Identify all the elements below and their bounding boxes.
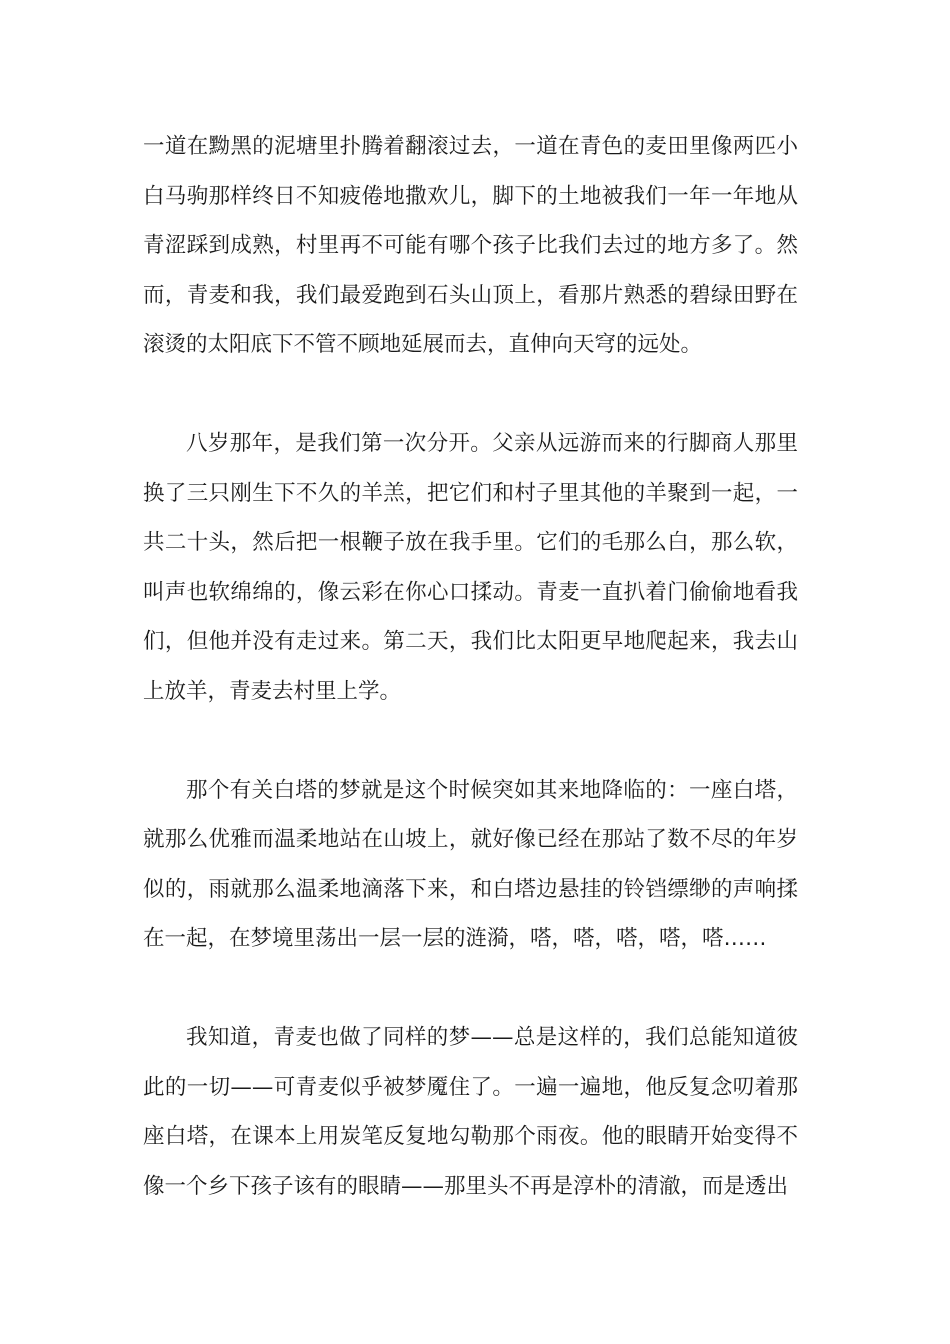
document-body (143, 122, 798, 1211)
paragraph-3: 那个有关白塔的梦就是这个时候突如其来地降临的：一座白塔，就那么优雅而温柔地站在山坡上，就好像已经在那站了数不尽的年岁似的，雨就那么温柔地滴落下来，和白塔边悬挂的铃铛缥缈的声响揉在一起，在梦境里荡出一层一层的涟漪，嗒，嗒，嗒，嗒，嗒…… (143, 777, 798, 951)
paragraph-1: 一道在黝黑的泥塘里扑腾着翻滚过去，一道在青色的麦田里像两匹小白马驹那样终日不知疲倦地撒欢儿，脚下的土地被我们一年一年地从青涩踩到成熟，村里再不可能有哪个孩子比我们去过的地方多了。然而，青麦和我，我们最爱跑到石头山顶上，看那片熟悉的碧绿田野在滚烫的太阳底下不管不顾地延展而去，直伸向天穹的远处。 (143, 134, 798, 357)
paragraph-spacer (143, 716, 798, 766)
paragraph-spacer (143, 964, 798, 1014)
paragraph-spacer (143, 370, 798, 420)
paragraph-2: 八岁那年，是我们第一次分开。父亲从远游而来的行脚商人那里换了三只刚生下不久的羊羔，把它们和村子里其他的羊聚到一起，一共二十头，然后把一根鞭子放在我手里。它们的毛那么白，那么软，叫声也软绵绵的，像云彩在你心口揉动。青麦一直扒着门偷偷地看我们，但他并没有走过来。第二天，我们比太阳更早地爬起来，我去山上放羊，青麦去村里上学。 (143, 431, 798, 704)
paragraph-4: 我知道，青麦也做了同样的梦——总是这样的，我们总能知道彼此的一切——可青麦似乎被梦魇住了。一遍一遍地，他反复念叨着那座白塔，在课本上用炭笔反复地勾勒那个雨夜。他的眼睛开始变得不像一个乡下孩子该有的眼睛——那里头不再是淳朴的清澈，而是透出 (143, 1025, 798, 1199)
